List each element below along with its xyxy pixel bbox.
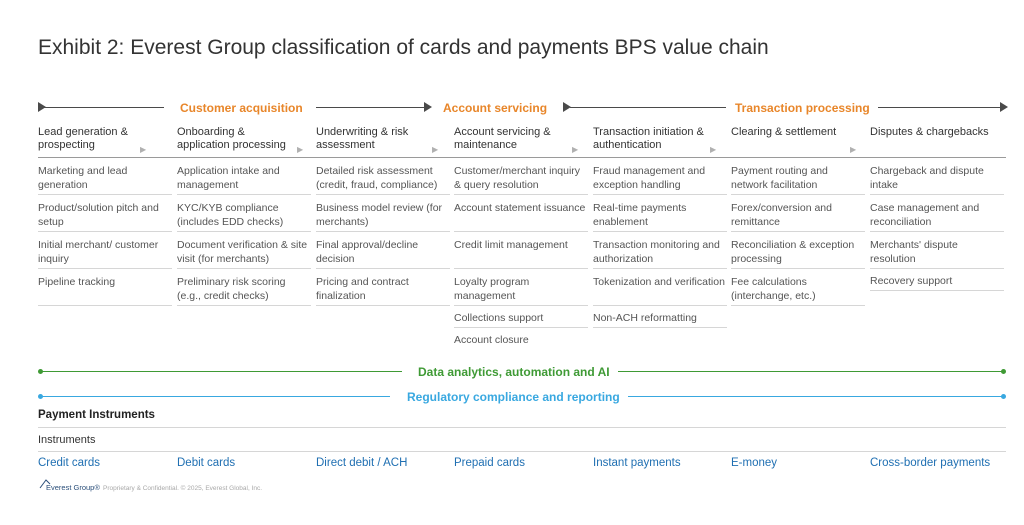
activity-item: Real-time payments enablement: [593, 195, 727, 232]
arrow-right-icon: [424, 102, 432, 112]
enabler-label: Data analytics, automation and AI: [418, 365, 610, 379]
activity-item: Initial merchant/ customer inquiry: [38, 232, 172, 269]
logo-text: Everest Group®: [46, 483, 100, 492]
value-chain-column: [454, 158, 588, 350]
activity-item: Pipeline tracking: [38, 269, 172, 306]
value-chain-column: [593, 158, 727, 328]
activity-item: Preliminary risk scoring (e.g., credit checks): [177, 269, 311, 306]
column-head: Disputes & chargebacks: [870, 126, 989, 138]
value-chain-column: [316, 158, 450, 306]
dot-icon: [1001, 369, 1006, 374]
activity-item: Collections support: [454, 306, 588, 328]
activity-item: Merchants' dispute resolution: [870, 232, 1004, 269]
payment-instruments-title: Payment Instruments: [38, 409, 155, 421]
activity-item: Forex/conversion and remittance: [731, 195, 865, 232]
phase-transaction-processing: Transaction processing: [735, 101, 870, 115]
instrument-item: Instant payments: [593, 457, 681, 469]
column-head: Account servicing & maintenance: [454, 126, 551, 151]
activity-item: Loyalty program management: [454, 269, 588, 306]
chevron-right-icon: ▶: [572, 145, 579, 154]
activity-item: Fraud management and exception handling: [593, 158, 727, 195]
activity-item: Recovery support: [870, 269, 1004, 291]
instruments-subtitle: Instruments: [38, 434, 96, 446]
activity-item: Tokenization and verification: [593, 269, 727, 306]
activity-item: Account statement issuance: [454, 195, 588, 232]
instrument-item: Prepaid cards: [454, 457, 525, 469]
activity-item: Detailed risk assessment (credit, fraud, compliance): [316, 158, 450, 195]
column-head: Lead generation & prospecting: [38, 126, 128, 151]
exhibit-title: Exhibit 2: Everest Group classification of cards and payments BPS value chain: [38, 36, 769, 59]
column-head: Clearing & settlement: [731, 126, 837, 138]
value-chain-column: [870, 158, 1004, 291]
dot-icon: [1001, 394, 1006, 399]
chevron-right-icon: ▶: [140, 145, 147, 154]
chevron-right-icon: ▶: [850, 145, 857, 154]
phase-customer-acquisition: Customer acquisition: [180, 101, 303, 115]
activity-item: Fee calculations (interchange, etc.): [731, 269, 865, 306]
activity-item: KYC/KYB compliance (includes EDD checks): [177, 195, 311, 232]
instrument-item: Credit cards: [38, 457, 100, 469]
activity-item: Product/solution pitch and setup: [38, 195, 172, 232]
activity-item: Case management and reconciliation: [870, 195, 1004, 232]
activity-item: Transaction monitoring and authorization: [593, 232, 727, 269]
instrument-item: Cross-border payments: [870, 457, 991, 469]
activity-item: Document verification & site visit (for merchants): [177, 232, 311, 269]
activity-item: Marketing and lead generation: [38, 158, 172, 195]
phase-account-servicing: Account servicing: [443, 101, 548, 115]
confidential-notice: Proprietary & Confidential. © 2025, Everest Global, Inc.: [103, 485, 263, 492]
chevron-right-icon: ▶: [710, 145, 717, 154]
value-chain-column: [38, 158, 172, 306]
activity-item: Pricing and contract finalization: [316, 269, 450, 306]
activity-item: Account closure: [454, 334, 529, 346]
chevron-right-icon: ▶: [297, 145, 304, 154]
instrument-item: E-money: [731, 457, 778, 469]
activity-item: Chargeback and dispute intake: [870, 158, 1004, 195]
value-chain-column: [177, 158, 311, 306]
activity-item: Payment routing and network facilitation: [731, 158, 865, 195]
enabler-label: Regulatory compliance and reporting: [407, 390, 620, 404]
activity-item: Reconciliation & exception processing: [731, 232, 865, 269]
activity-item: Business model review (for merchants): [316, 195, 450, 232]
arrow-end-icon: [1000, 102, 1008, 112]
chevron-right-icon: ▶: [432, 145, 439, 154]
value-chain-column: [731, 158, 865, 306]
column-head: Underwriting & risk assessment: [316, 126, 409, 151]
column-head: Onboarding & application processing: [177, 126, 286, 151]
activity-item: Non-ACH reformatting: [593, 306, 727, 328]
instrument-item: Debit cards: [177, 457, 236, 469]
column-head: Transaction initiation & authentication: [593, 126, 704, 151]
activity-item: Application intake and management: [177, 158, 311, 195]
instrument-item: Direct debit / ACH: [316, 457, 408, 469]
activity-item: Customer/merchant inquiry & query resolution: [454, 158, 588, 195]
activity-item: Credit limit management: [454, 232, 588, 269]
activity-item: Final approval/decline decision: [316, 232, 450, 269]
